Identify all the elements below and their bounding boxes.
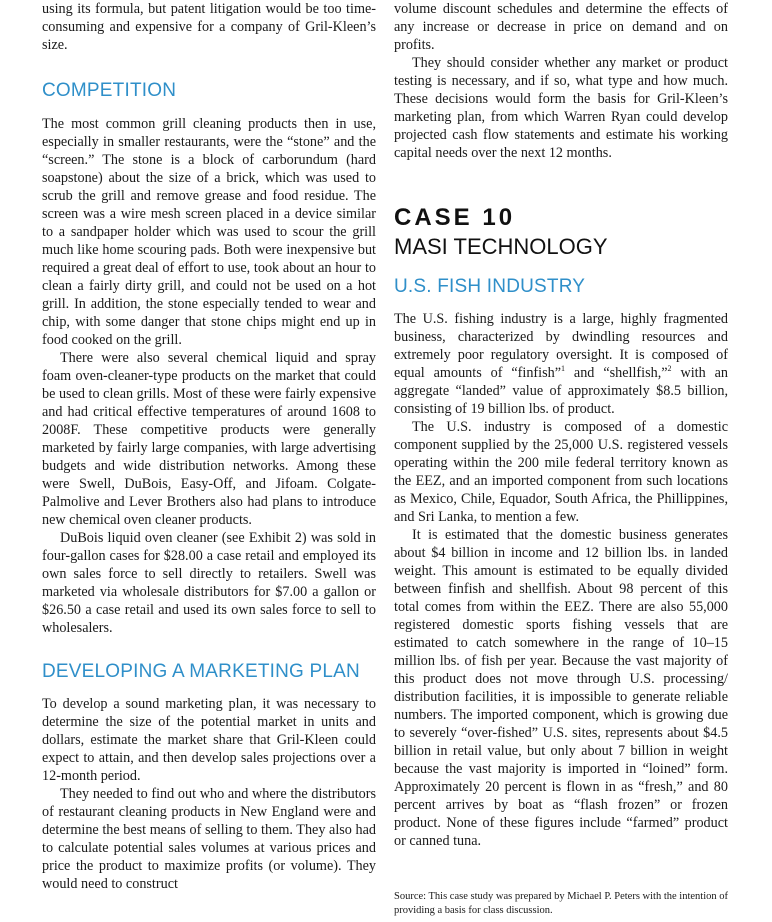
continued-paragraph-2: They should consider whether any market or product testing is necessary, and if so, what type and how much. These decisions would form the basis for Gril-Kleen’s marketing plan, from which Warren Ryan could develop projected cash flow statements and estimate his working capital needs over the next 12 months. bbox=[394, 55, 728, 161]
footnote-marker-1: 1 bbox=[561, 364, 565, 373]
source-note: Source: This case study was prepared by Michael P. Peters with the intention of providing a basis for class discussion. bbox=[394, 891, 728, 916]
fish-paragraph-1-part-a: The U.S. fishing industry is a large, highly fragmented business, characterized by dwindling resources and extremely poor regulatory oversight. It is composed of equal amounts of “finfish” bbox=[394, 311, 728, 381]
competition-paragraph-3: DuBois liquid oven cleaner (see Exhibit 2) was sold in four-gallon cases for $28.00 a case retail and employed its own sales force to sell directly to retailers. Swell was marketed via wholesale distributors for $7.00 a gallon or $26.50 a case retail and used its own sales force to sell to wholesalers. bbox=[42, 530, 376, 636]
fish-paragraph-2: The U.S. industry is composed of a domestic component supplied by the 25,000 U.S. registered vessels operating within the 200 mile federal territory known as the EEZ, and an imported component from such locations as Mexico, Chile, Equador, South Africa, the Phillippines, and Sri Lanka, to mention a few. bbox=[394, 419, 728, 525]
marketing-paragraph-2: They needed to find out who and where the distributors of restaurant cleaning products in New England were and determine the best means of selling to them. They also had to calculate potential sales volumes at various prices and price the product to maximize profits (or volume). They would need to construct bbox=[42, 786, 376, 892]
intro-paragraph: using its formula, but patent litigation would be too time-consuming and expensive for a company of Gril-Kleen’s size. bbox=[42, 1, 376, 53]
fish-industry-heading: U.S. FISH INDUSTRY bbox=[394, 276, 586, 297]
left-column bbox=[42, 0, 376, 893]
fish-paragraph-1-part-b: and “shellfish,” bbox=[565, 365, 668, 381]
case-title: MASI TECHNOLOGY bbox=[394, 234, 608, 259]
competition-heading: COMPETITION bbox=[42, 80, 177, 101]
fish-paragraph-1-part-c: with an aggregate “landed” value of approximately $8.5 billion, consisting of 19 billion lbs. of product. bbox=[394, 365, 728, 417]
fish-paragraph-1 bbox=[394, 310, 728, 418]
fish-paragraph-3: It is estimated that the domestic business generates about $4 billion in income and 12 billion lbs. in landed weight. This amount is estimated to be equally divided between finfish and shellfish. About 98 percent of this total comes from within the EEZ. There are also 55,000 registered domestic sports fishing vessels that are estimated to catch somewhere in the range of 10–15 million lbs. of fish per year. Because the vast majority of this product does not move through U.S. processing/ distribution facilities, it is impossible to generate reliable numbers. The imported component, which is growing due to severely “over-fished” U.S. sites, represents about $4.5 billion in retail value, but only about 7 billion in weight because the vast majority is imported in “loined” form. Approximately 20 percent is flown in as “fresh,” and 80 percent arrives by boat as “flash frozen” or frozen product. None of these figures include “farmed” product or canned tuna. bbox=[394, 527, 728, 849]
case-header bbox=[394, 204, 728, 260]
case-number: CASE 10 bbox=[394, 204, 516, 231]
competition-paragraph-2: There were also several chemical liquid and spray foam oven-cleaner-type products on the market that could be used to clean grills. Most of these were fairly expensive and had critical effective temperatures of around 1608 to 2008F. These competitive products were generally marketed by fairly large companies, with large advertising budgets and wide distribution networks. Among these were Swell, DuBois, Easy-Off, and Jifoam. Colgate-Palmolive and Lever Brothers also had plans to introduce new chemical oven cleaner products. bbox=[42, 350, 376, 528]
continued-paragraph-1: volume discount schedules and determine the effects of any increase or decrease in price on demand and on profits. bbox=[394, 1, 728, 53]
marketing-paragraph-1: To develop a sound marketing plan, it was necessary to determine the size of the potential market in units and dollars, estimate the market share that Gril-Kleen could expect to attain, and then develop sales projections over a 12-month period. bbox=[42, 696, 376, 784]
footnote-marker-2: 2 bbox=[667, 364, 672, 373]
marketing-plan-heading: DEVELOPING A MARKETING PLAN bbox=[42, 661, 360, 682]
right-column bbox=[394, 0, 728, 918]
competition-paragraph-1: The most common grill cleaning products then in use, especially in smaller restaurants, were the “stone” and the “screen.” The stone is a block of carborundum (hard soapstone) about the size of a brick, which was used to scrub the grill and remove grease and food residue. The screen was a wire mesh screen placed in a device similar to a sandpaper holder which was used to scour the grill much like home scouring pads. Both were inexpensive but required a great deal of effort to use, took about an hour to clean a fairly dirty grill, and could not be used on a hot grill. In addition, the stone especially tended to wear and chip, with some danger that stone chips might end up in food cooked on the grill. bbox=[42, 116, 376, 348]
